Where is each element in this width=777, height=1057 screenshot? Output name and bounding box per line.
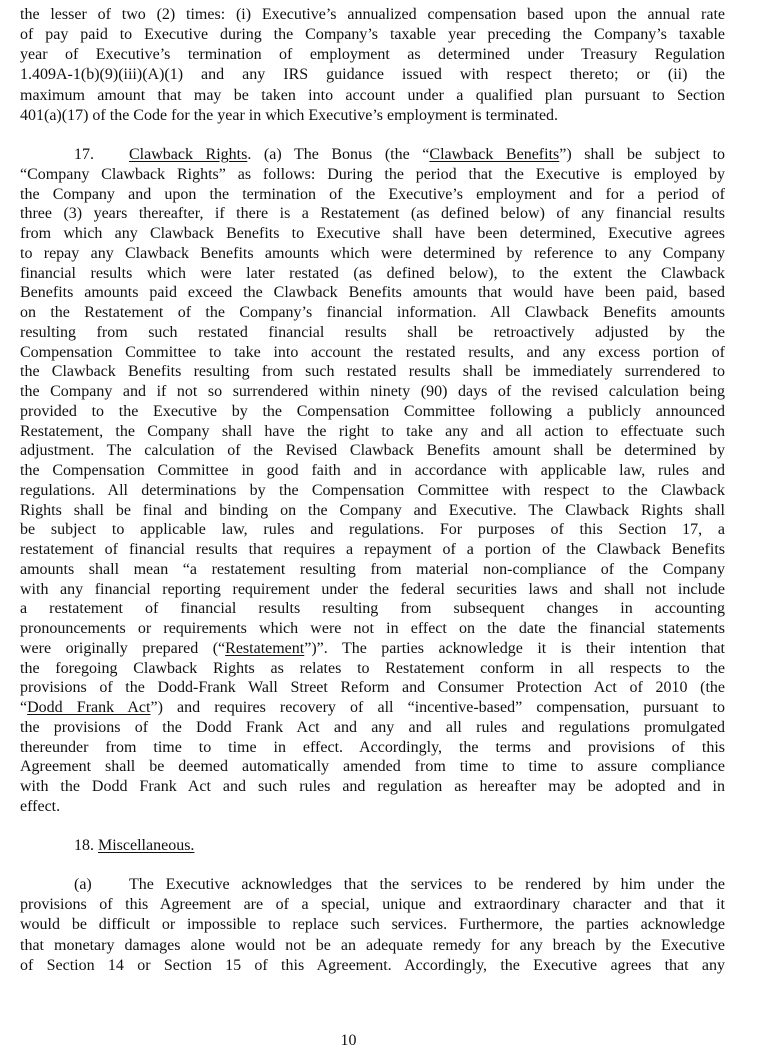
- text-line: “Company Clawback Rights” as follows: During the period that the Executive is employed by: [20, 165, 725, 183]
- section-17-heading-line: [74, 145, 725, 165]
- text-line: provisions of the Dodd-Frank Wall Street Reform and Consumer Protection Act of 2010 (the: [20, 679, 725, 697]
- text-line: the Clawback Benefits resulting from such restated results shall be immediately surrendered to: [20, 363, 725, 381]
- defined-term: Clawback Benefits: [429, 146, 560, 163]
- text-line: from which any Clawback Benefits to Executive shall have been determined, Executive agrees: [20, 225, 725, 242]
- text-line: financial results which were later restated (as defined below), to the extent the Clawback: [20, 264, 725, 282]
- text-line: with any financial reporting requirement under the federal securities laws and shall not include: [20, 580, 725, 598]
- text-line: [20, 698, 725, 718]
- text-line: on the Restatement of the Company’s financial information. All Clawback Benefits amounts: [20, 304, 725, 321]
- text-line: the provisions of the Dodd Frank Act and any and all rules and regulations promulgated: [20, 718, 725, 736]
- text-fragment: ”) shall be subject to: [559, 146, 725, 163]
- text-line: 1.409A-1(b)(9)(iii)(A)(1) and any IRS guidance issued with respect thereto; or (ii) the: [20, 66, 725, 83]
- text-line: effect.: [20, 797, 61, 815]
- section-number: 18.: [74, 837, 94, 854]
- text-line: Rights shall be final and binding on the Company and Executive. The Clawback Rights shall: [20, 501, 725, 519]
- text-fragment: “: [20, 699, 28, 716]
- text-fragment: . (a) The Bonus (the “: [247, 146, 430, 163]
- defined-term: Dodd Frank Act: [27, 699, 151, 716]
- text-line: amounts shall mean “a restatement resulting from material non-compliance of the Company: [20, 560, 725, 578]
- text-line: Benefits amounts paid exceed the Clawback Benefits amounts that would have been paid, based: [20, 284, 725, 302]
- text-line: the Company and upon the termination of the Executive’s employment and for a period of: [20, 185, 725, 203]
- text-line: Restatement, the Company shall have the right to take any and all action to effectuate such: [20, 422, 725, 440]
- text-line: with the Dodd Frank Act and such rules and regulation as hereafter may be adopted and in: [20, 778, 725, 795]
- text-line: resulting from such restated financial results shall be retroactively adjusted by the: [20, 323, 725, 341]
- section-title: Miscellaneous.: [98, 837, 195, 854]
- text-fragment: The Executive acknowledges that the services to be rendered by him under the: [129, 876, 725, 893]
- text-line: restatement of financial results that requires a repayment of a portion of the Clawback Benefits: [20, 541, 725, 558]
- text-line: 401(a)(17) of the Code for the year in which Executive’s employment is terminated.: [20, 107, 559, 124]
- text-line: that monetary damages alone would not be an adequate remedy for any breach by the Executive: [20, 936, 725, 954]
- text-line: adjustment. The calculation of the Revised Clawback Benefits amount shall be determined by: [20, 442, 725, 460]
- subsection-a-first-line: [74, 875, 725, 895]
- text-line: to repay any Clawback Benefits amounts which were determined by reference to any Company: [20, 244, 725, 262]
- text-fragment: ”)”. The parties acknowledge it is their intention that: [304, 639, 725, 657]
- text-fragment: ”) and requires recovery of all “incentive-based” compensation, pursuant to: [150, 699, 725, 716]
- text-line: would be difficult or impossible to replace such services. Furthermore, the parties acknowledge: [20, 916, 725, 934]
- text-line: Agreement shall be deemed automatically amended from time to time to assure compliance: [20, 758, 725, 776]
- text-line: maximum amount that may be taken into account under a qualified plan pursuant to Section: [20, 87, 725, 104]
- text-line: Compensation Committee to take into account the restated results, and any excess portion of: [20, 343, 725, 361]
- text-fragment: were originally prepared (“: [20, 639, 226, 657]
- text-line: be subject to applicable law, rules and regulations. For purposes of this Section 17, a: [20, 521, 725, 539]
- text-line: thereunder from time to time in effect. Accordingly, the terms and provisions of this: [20, 738, 725, 756]
- text-line: regulations. All determinations by the Compensation Committee with respect to the Clawback: [20, 481, 725, 499]
- defined-term: Restatement: [225, 639, 305, 657]
- text-line: of Section 14 or Section 15 of this Agreement. Accordingly, the Executive agrees that any: [20, 957, 725, 975]
- text-line: three (3) years thereafter, if there is a Restatement (as defined below) of any financial results: [20, 205, 725, 223]
- page-number: 10: [340, 1032, 357, 1049]
- section-number: 17.: [74, 146, 94, 163]
- text-line: [20, 639, 725, 659]
- subsection-label: (a): [74, 876, 92, 893]
- section-title: Clawback Rights: [129, 146, 248, 163]
- text-line: of pay paid to Executive during the Company’s taxable year preceding the Company’s taxable: [20, 26, 725, 43]
- text-line: year of Executive’s termination of employment as determined under Treasury Regulation: [20, 46, 725, 63]
- text-line: provided to the Executive by the Compensation Committee following a publicly announced: [20, 402, 725, 420]
- text-line: the Company and if not so surrendered within ninety (90) days of the revised calculation being: [20, 383, 725, 400]
- text-line: the foregoing Clawback Rights as relates to Restatement conform in all respects to the: [20, 659, 725, 677]
- text-line: the Compensation Committee in good faith and in accordance with applicable law, rules and: [20, 462, 725, 479]
- text-line: the lesser of two (2) times: (i) Executive’s annualized compensation based upon the annual rate: [20, 6, 725, 23]
- text-line: a restatement of financial results resulting from subsequent changes in accounting: [20, 600, 725, 618]
- text-line: provisions of this Agreement are of a special, unique and extraordinary character and that it: [20, 895, 725, 913]
- text-line: pronouncements or requirements which were not in effect on the date the financial statements: [20, 620, 725, 637]
- section-18-heading: [74, 836, 194, 856]
